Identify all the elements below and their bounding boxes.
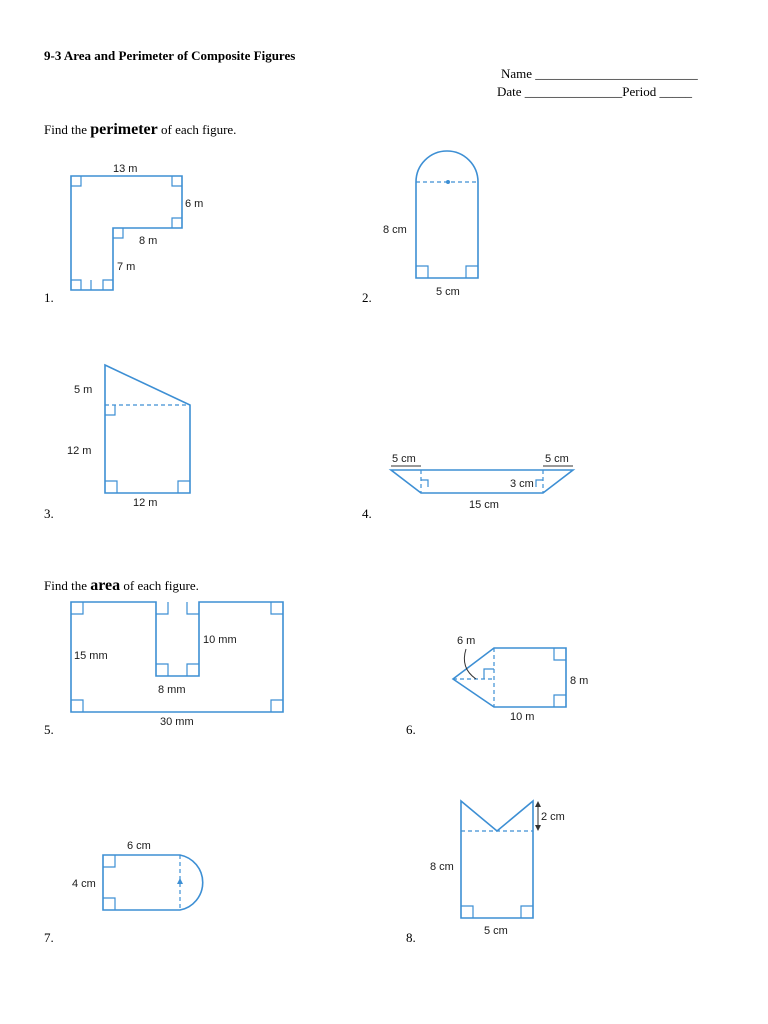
dimension-label: 8 m xyxy=(139,235,158,247)
dimension-label: 6 cm xyxy=(127,840,151,852)
dimension-label: 5 cm xyxy=(545,453,569,465)
figure-7 xyxy=(72,840,203,910)
dimension-label: 13 m xyxy=(113,163,138,175)
figure-5 xyxy=(71,602,283,728)
dimension-label: 7 m xyxy=(117,261,136,273)
dimension-label: 8 mm xyxy=(158,684,186,696)
dimension-label: 8 cm xyxy=(430,861,454,873)
problem-number: 2. xyxy=(362,290,372,305)
dimension-label: 5 cm xyxy=(392,453,416,465)
problem-number: 5. xyxy=(44,722,54,737)
dimension-label: 2 cm xyxy=(541,811,565,823)
dimension-label: 12 m xyxy=(133,497,158,509)
figure-8 xyxy=(430,801,565,937)
problem-number: 8. xyxy=(406,930,416,945)
dimension-label: 6 m xyxy=(457,635,476,647)
instr-keyword: perimeter xyxy=(90,121,158,138)
figure-4 xyxy=(391,453,573,511)
problem-number: 1. xyxy=(44,290,54,305)
dimension-label: 6 m xyxy=(185,198,204,210)
figure-3 xyxy=(67,365,190,509)
instr-prefix: Find the xyxy=(44,578,91,593)
dimension-label: 10 mm xyxy=(203,634,237,646)
dimension-label: 5 cm xyxy=(436,286,460,298)
problem-number: 7. xyxy=(44,930,54,945)
dimension-label: 10 m xyxy=(510,711,535,723)
figure-6 xyxy=(453,635,588,723)
dimension-label: 8 cm xyxy=(383,224,407,236)
problem-number: 3. xyxy=(44,506,54,521)
instr-suffix: of each figure. xyxy=(157,122,237,137)
dimension-label: 5 cm xyxy=(484,925,508,937)
problem-number: 6. xyxy=(406,722,416,737)
dimension-label: 3 cm xyxy=(510,478,534,490)
dimension-label: 30 mm xyxy=(160,716,194,728)
date-period-field[interactable]: Date _______________Period _____ xyxy=(497,84,692,99)
name-field[interactable]: Name _________________________ xyxy=(501,66,698,81)
instr-suffix: of each figure. xyxy=(120,578,199,593)
dimension-label: 5 m xyxy=(74,384,93,396)
dimension-label: 15 mm xyxy=(74,650,108,662)
dimension-label: 8 m xyxy=(570,675,589,687)
figure-1 xyxy=(71,163,203,290)
dimension-label: 15 cm xyxy=(469,499,499,511)
dimension-label: 4 cm xyxy=(72,878,96,890)
dimension-label: 12 m xyxy=(67,445,92,457)
problem-number: 4. xyxy=(362,506,372,521)
page-title: 9-3 Area and Perimeter of Composite Figures xyxy=(44,48,296,63)
figure-2 xyxy=(383,151,478,298)
instr-keyword: area xyxy=(90,577,121,594)
instr-prefix: Find the xyxy=(44,122,91,137)
